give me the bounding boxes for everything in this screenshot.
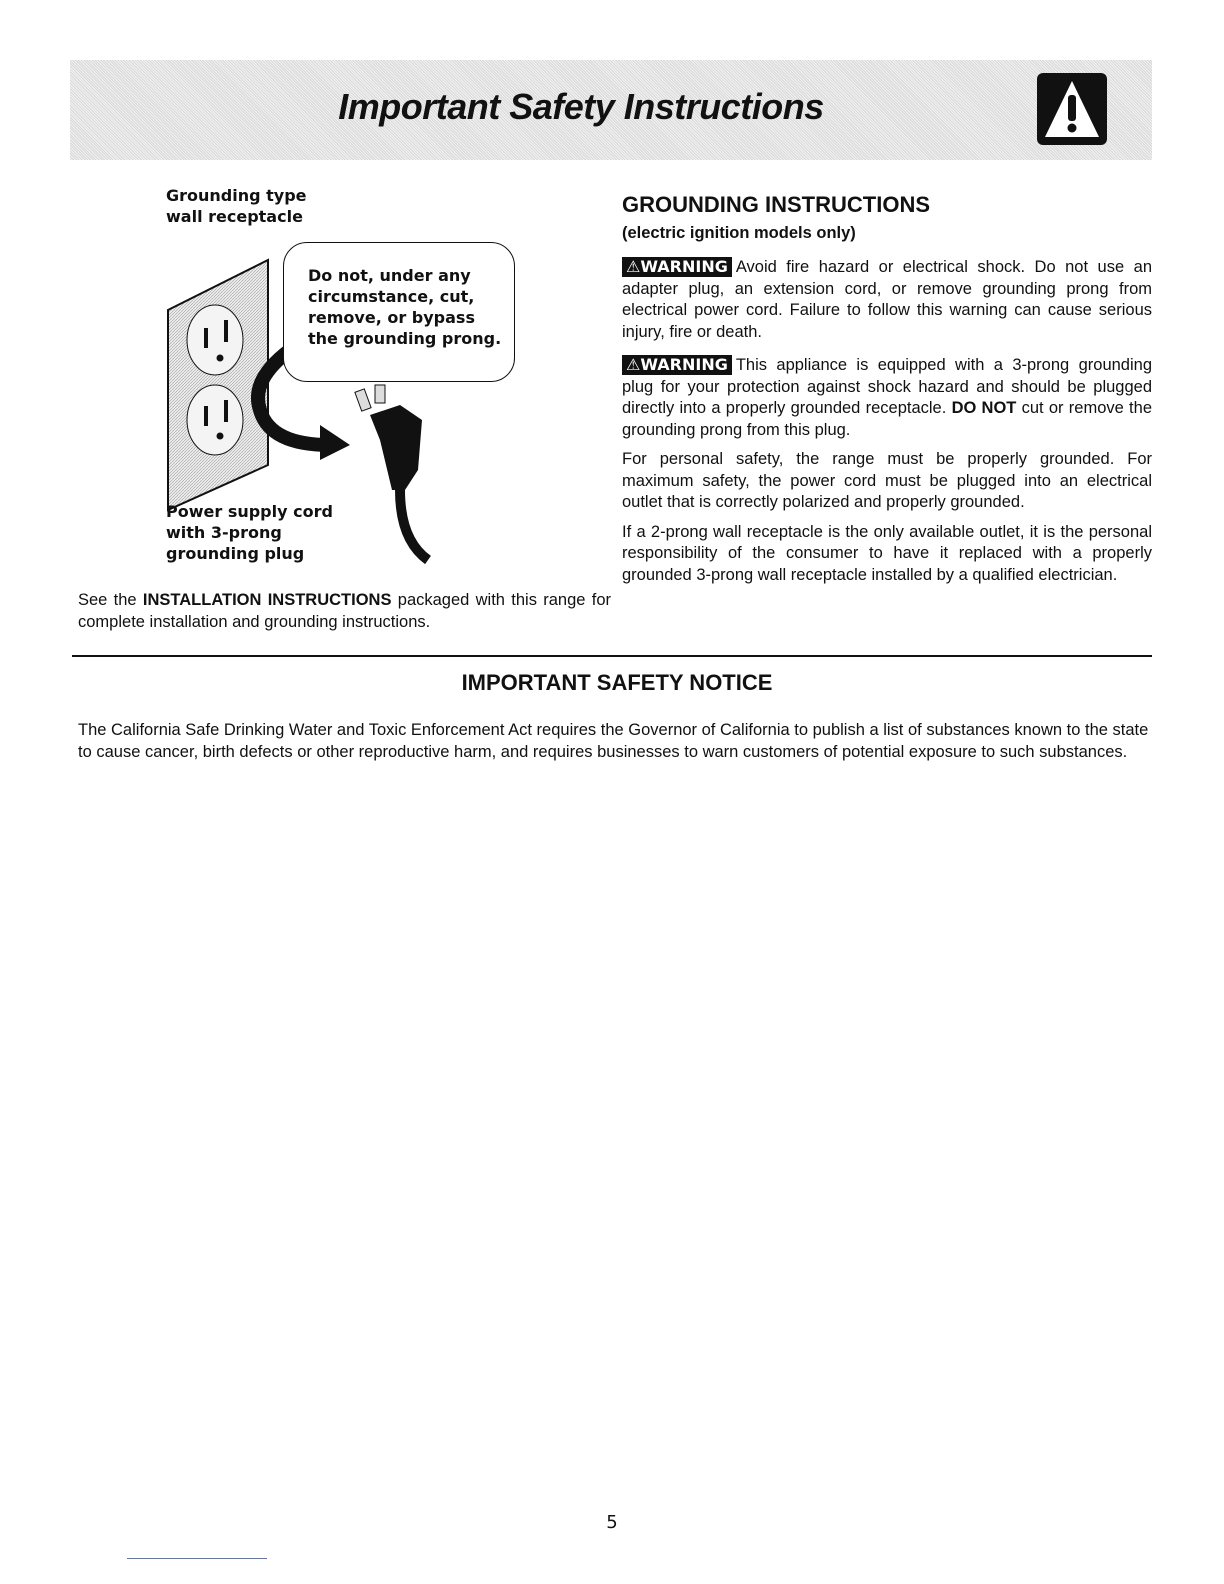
callout-line: Do not, under any [308, 266, 471, 285]
page-title: Important Safety Instructions [338, 86, 824, 127]
label-line: wall receptacle [166, 207, 303, 226]
label-line: with 3-prong [166, 523, 282, 542]
grounding-subtitle: (electric ignition models only) [622, 224, 856, 242]
installation-instructions-ref: INSTALLATION INSTRUCTIONS [142, 591, 392, 609]
callout-line: remove, or bypass [308, 308, 475, 327]
notice-text: The California Safe Drinking Water and Toxic Enforcement Act requires the Governor of California to publish a list of substances known to the state to cause cancer, birth defects or other reproductive harm, and requires businesses to warn customers of potential exposure to such substances. [78, 721, 1149, 761]
warning-text: This appliance is equipped with a 3-prong grounding plug for your protection against shock hazard and should be plugged directly into a properly grounded receptacle. [622, 356, 1152, 417]
warning-label: WARNING [640, 257, 728, 276]
callout-line: circumstance, cut, [308, 287, 475, 306]
label-line: Power supply cord [166, 502, 333, 521]
note-text: packaged with this range for complete installation and grounding instructions. [78, 591, 611, 631]
header-banner [70, 60, 1152, 160]
warning-badge: ⚠WARNING [622, 257, 732, 277]
paragraph-two-prong: If a 2-prong wall receptacle is the only available outlet, it is the personal responsibility of the consumer to have it replaced with a properly grounded 3-prong wall receptacle installed by a qualified electrician. [622, 522, 1152, 584]
label-line: Grounding type [166, 186, 307, 205]
grounding-title: GROUNDING INSTRUCTIONS [622, 192, 930, 217]
note-text: See the [78, 591, 143, 609]
warning-triangle-icon [1037, 73, 1107, 145]
installation-note [78, 590, 611, 633]
callout-text [308, 265, 501, 349]
callout-line: the grounding prong. [308, 329, 502, 348]
paragraph-personal-safety: For personal safety, the range must be properly grounded. For maximum safety, the power cord must be plugged into an electrical outlet that is correctly polarized and properly grounded. [622, 450, 1152, 511]
footer-line [127, 1558, 267, 1559]
label-line: grounding plug [166, 544, 305, 563]
warning-text: cut or remove the grounding prong from this plug. [622, 399, 1152, 439]
notice-title: IMPORTANT SAFETY NOTICE [461, 670, 773, 695]
warning-badge: ⚠WARNING [622, 355, 732, 375]
do-not-emphasis: DO NOT [951, 399, 1017, 417]
warning-paragraph-1 [622, 257, 1152, 343]
warning-label: WARNING [640, 355, 728, 374]
callout-bubble [283, 242, 515, 382]
warning-paragraph-2 [622, 355, 1152, 441]
cord-label [166, 501, 333, 564]
receptacle-label [166, 185, 307, 227]
page-number: 5 [606, 1512, 618, 1533]
section-divider [72, 655, 1152, 657]
warning-text: Avoid fire hazard or electrical shock. Do not use an adapter plug, an extension cord, or remove grounding prong from electrical power cord. Failure to follow this warning can cause serious injury, fire or death. [622, 258, 1152, 341]
